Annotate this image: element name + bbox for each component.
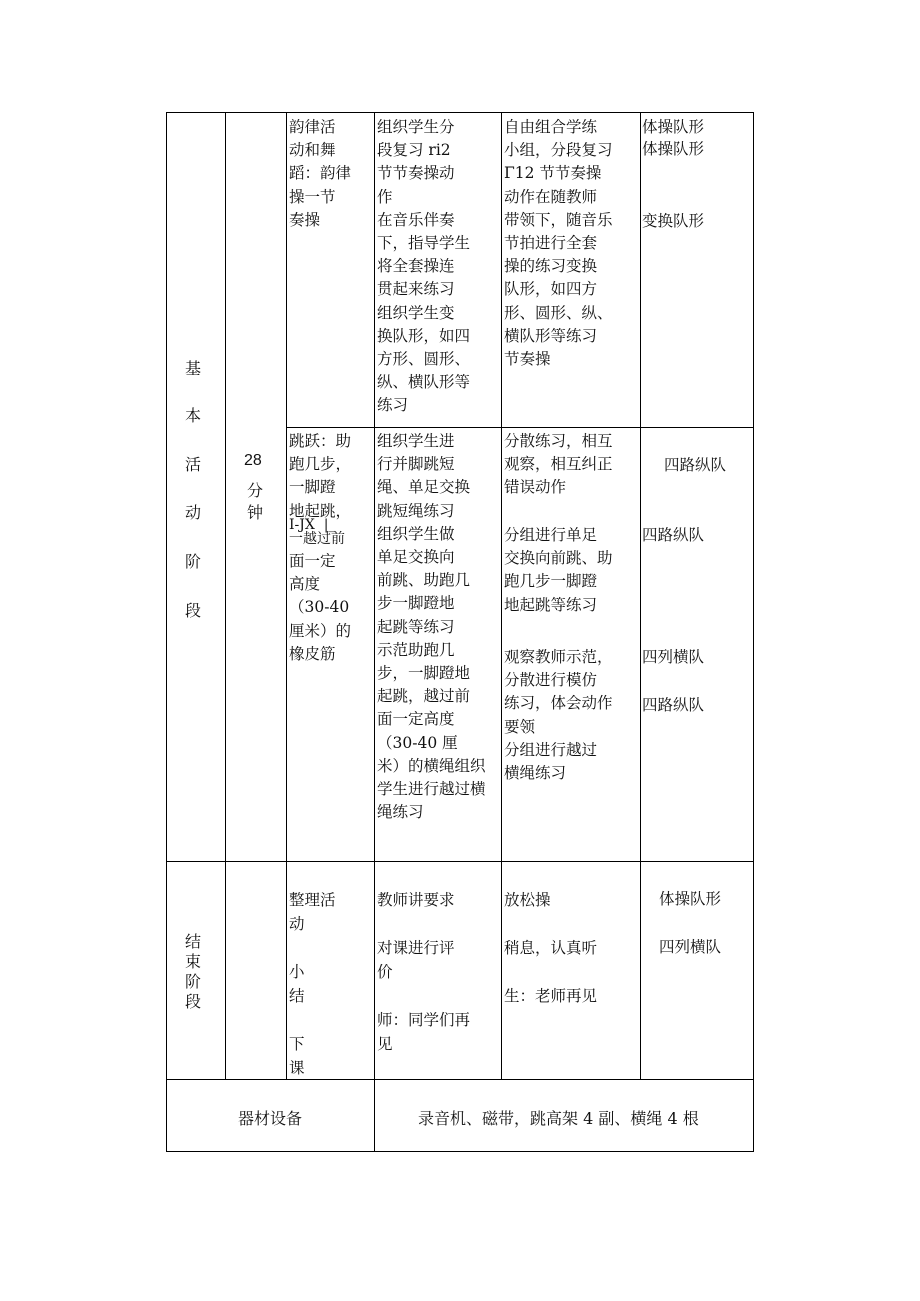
stage-char: 结 (184, 932, 201, 951)
stage-char: 段 (184, 992, 201, 1011)
equipment-value: 录音机、磁带，跳高架 4 副、横绳 4 根 (418, 1109, 699, 1128)
jump-content: 面一定 高度 （30-40 厘米）的 橡皮筋 (289, 552, 352, 663)
rhythm-content: 韵律活 动和舞 蹈：韵律 操一节 奏操 (289, 118, 352, 229)
end-formation: 体操队形 (659, 890, 722, 908)
jump-formation: 四路纵队 (642, 696, 705, 714)
stage-char: 本 (184, 406, 201, 425)
jump-formation: 四路纵队 (664, 456, 727, 474)
jump-student-activity: 观察教师示范， 分散进行模仿 练习，体会动作 要领 分组进行越过 横绳练习 (504, 648, 613, 783)
end-student-activity: 放松操 稍息，认真听 生：老师再见 (504, 891, 598, 1005)
stage-char: 活 (184, 455, 201, 474)
stage-char: 束 (184, 952, 201, 971)
stage-char: 阶 (184, 972, 201, 991)
stage-char: 段 (184, 601, 201, 620)
end-formation: 四列横队 (659, 938, 722, 956)
end-content: 整理活 动 小 结 下 课 (289, 891, 336, 1077)
rhythm-teacher-activity: 组织学生分 段复习 ri2 节节奏操动 作 在音乐伴奏 下，指导学生 将全套操连 贯起来练习 组织学生变 换队形，如四 方形、圆形、 纵、横队形等 练习 (377, 118, 471, 415)
end-teacher-activity: 教师讲要求 对课进行评 价 师：同学们再 见 (377, 891, 471, 1053)
jump-content: 跳跃：助 跑几步， 一脚蹬 地起跳， (289, 432, 352, 520)
jump-teacher-activity: 组织学生进 行并脚跳短 绳、单足交换 跳短绳练习 组织学生做 单足交换向 前跳、助跑几 步一脚蹬地 起跳等练习 示范助跑几 步，一脚蹬地 起跳，越过前 面一定高度 （30-40 厘 米）的横绳组织 学生进行越过横 绳练习 (377, 432, 486, 822)
jump-student-activity: 分散练习，相互 观察，相互纠正 错误动作 (504, 432, 613, 497)
duration-unit: 钟 (246, 503, 263, 522)
jump-formation: 四列横队 (642, 648, 705, 666)
jump-content-garbled: I-JX |_ 一越过前 (289, 517, 345, 547)
duration-number: 28 (244, 452, 262, 469)
duration-unit: 分 (246, 481, 263, 500)
jump-student-activity: 分组进行单足 交换向前跳、助 跑几步一脚蹬 地起跳等练习 (504, 526, 613, 614)
rhythm-formation: 体操队形 (642, 118, 705, 136)
equipment-label: 器材设备 (238, 1109, 303, 1128)
stage-char: 基 (184, 359, 201, 378)
stage-char: 阶 (184, 552, 201, 571)
rhythm-formation: 体操队形 (642, 140, 705, 158)
stage-char: 动 (184, 503, 201, 522)
rhythm-formation: 变换队形 (642, 212, 705, 230)
rhythm-student-activity: 自由组合学练 小组，分段复习 Γ12 节节奏操 动作在随教师 带领下，随音乐 节拍进行全套 操的练习变换 队形，如四方 形、圆形、纵、 横队形等练习 节奏操 (504, 118, 613, 369)
jump-formation: 四路纵队 (642, 526, 705, 544)
